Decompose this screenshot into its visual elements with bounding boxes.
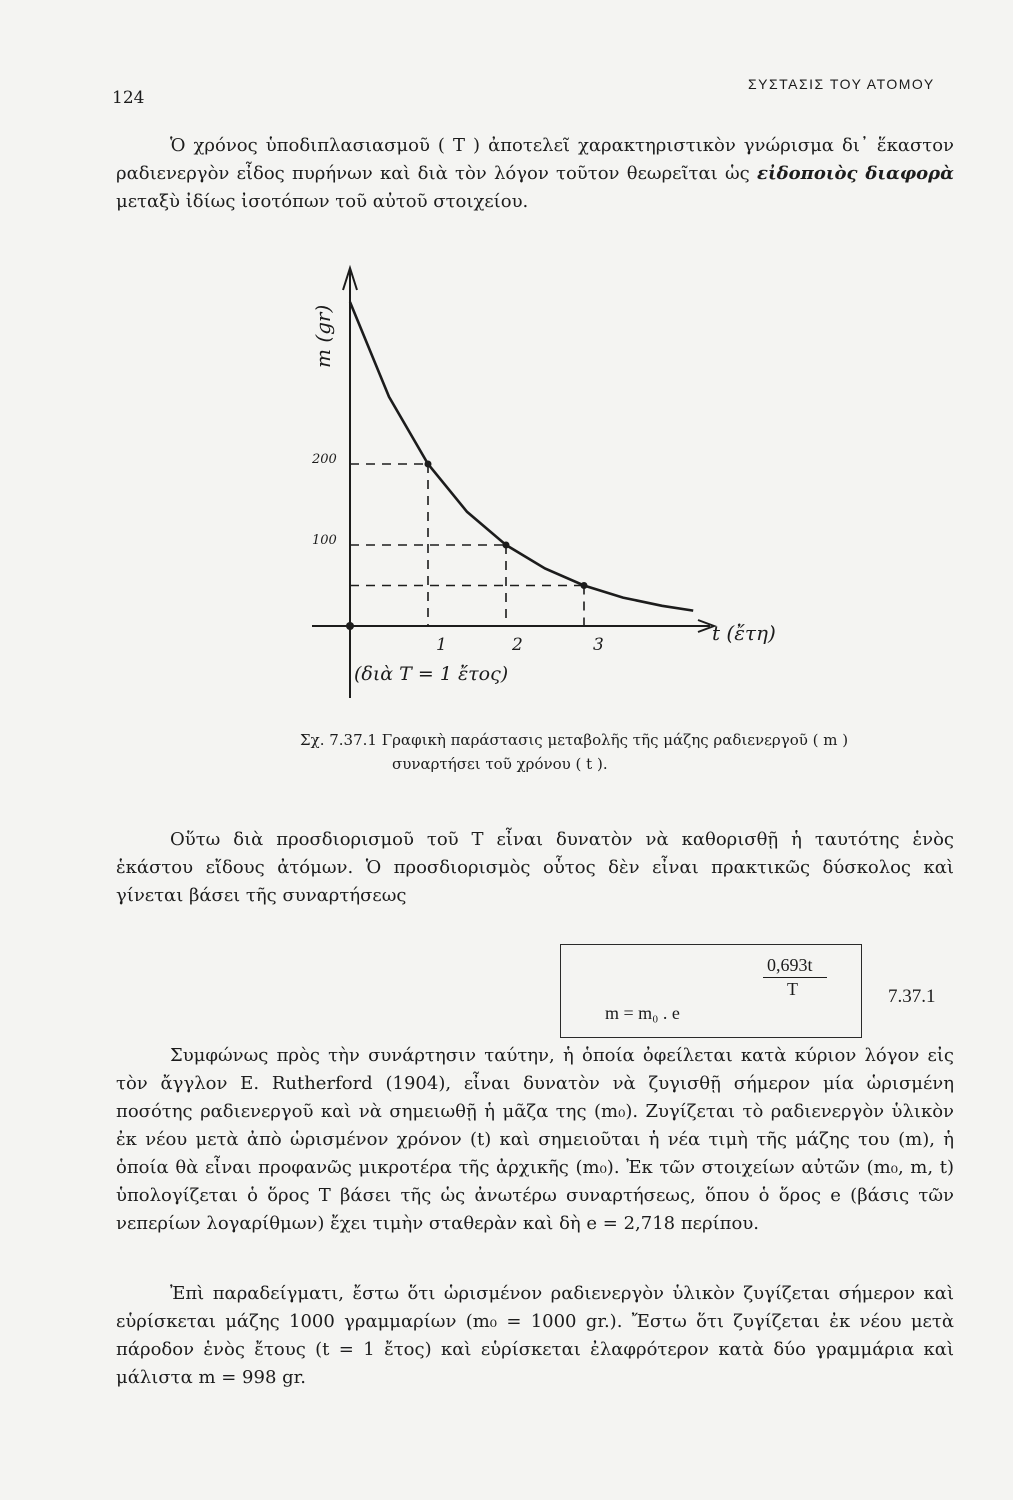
paragraph-3	[116, 1042, 954, 1238]
x-tick-1: 1	[436, 635, 447, 655]
paragraph-4	[116, 1280, 954, 1392]
formula-exponent-numerator: 0,693t	[767, 955, 813, 975]
formula-number: 7.37.1	[888, 986, 936, 1007]
formula-fraction-bar	[763, 977, 827, 978]
decay-graph	[290, 258, 810, 698]
half-life-note: (διὰ T = 1 ἔτος)	[354, 663, 509, 685]
paragraph-2-text: Οὕτω διὰ προσδιορισμοῦ τοῦ Τ εἶναι δυνατὸν νὰ καθορισθῇ ἡ ταυτότης ἑνὸς ἑκάστου εἴδους ἀτόμων. Ὁ προσδιορισμὸς οὗτος δὲν εἶναι πρακτικῶς δύσκολος καὶ γίνεται βάσει τῆς συναρτήσεως	[116, 829, 954, 906]
x-tick-3: 3	[593, 635, 604, 655]
data-point-1	[425, 461, 432, 468]
formula-box	[560, 944, 862, 1038]
paragraph-2	[116, 826, 954, 910]
data-point-3	[581, 582, 588, 589]
caption-line-1: Σχ. 7.37.1 Γραφικὴ παράστασις μεταβολῆς τῆς μάζης ραδιενεργοῦ ( m )	[300, 731, 849, 749]
caption-line-2: συναρτήσει τοῦ χρόνου ( t ).	[392, 755, 608, 773]
running-head: ΣΥΣΤΑΣΙΣ ΤΟΥ ΑΤΟΜΟΥ	[748, 76, 935, 92]
origin-point	[346, 622, 354, 630]
intro-text-before: Ὁ χρόνος ὑποδιπλασιασμοῦ ( Τ ) ἀποτελεῖ χαρακτηριστικὸν γνώρισμα δι᾿ ἕκαστον ραδιενεργὸν εἶδος πυρήνων καὶ διὰ τὸν λόγον τοῦτον θεωρεῖται ὡς	[116, 135, 954, 184]
data-point-2	[503, 542, 510, 549]
formula-exponent-denominator: T	[787, 979, 798, 999]
intro-emphasis: εἰδοποιὸς διαφορὰ	[757, 163, 955, 184]
intro-text-after: μεταξὺ ἰδίως ἰσοτόπων τοῦ αὐτοῦ στοιχείου.	[116, 191, 529, 212]
page-number: 124	[112, 88, 145, 108]
paragraph-3-text: Συμφώνως πρὸς τὴν συνάρτησιν ταύτην, ἡ ὁποία ὀφείλεται κατὰ κύριον λόγον εἰς τὸν ἄγγλον E. Rutherford (1904), εἶναι δυνατὸν νὰ ζυγισθῇ σήμερον μία ὡρισμένη ποσότης ραδιενεργοῦ καὶ νὰ σημειωθῇ ἡ μᾶζα της (m₀). Ζυγίζεται τὸ ραδιενεργὸν ὑλικὸν ἐκ νέου μετὰ ἀπὸ ὡρισμένον χρόνον (t) καὶ σημειοῦται ἡ νέα τιμὴ τῆς μάζης του (m), ἡ ὁποία θὰ εἶναι προφανῶς μικροτέρα τῆς ἀρχικῆς (m₀). Ἐκ τῶν στοιχείων αὐτῶν (m₀, m, t) ὑπολογίζεται ὁ ὅρος Τ βάσει τῆς ὡς ἀνωτέρω συναρτήσεως, ὅπου ὁ ὅρος e (βάσις τῶν νεπερίων λογαρίθμων) ἔχει τιμὴν σταθερὰν καὶ δὴ e = 2,718 περίπου.	[116, 1045, 954, 1234]
x-axis-label: t (ἔτη)	[712, 621, 776, 645]
decay-curve	[350, 302, 693, 611]
y-tick-200: 200	[312, 452, 337, 467]
intro-paragraph	[116, 132, 954, 216]
y-axis-label: m (gr)	[311, 304, 335, 368]
x-tick-2: 2	[512, 635, 523, 655]
figure-caption	[300, 728, 900, 776]
y-tick-100: 100	[312, 533, 337, 548]
formula-main: m = m₀ . e	[605, 1003, 680, 1023]
paragraph-4-text: Ἐπὶ παραδείγματι, ἔστω ὅτι ὡρισμένον ραδιενεργὸν ὑλικὸν ζυγίζεται σήμερον καὶ εὑρίσκεται μάζης 1000 γραμμαρίων (m₀ = 1000 gr.). Ἔστω ὅτι ζυγίζεται ἐκ νέου μετὰ πάροδον ἑνὸς ἔτους (t = 1 ἔτος) καὶ εὑρίσκεται ἐλαφρότερον κατὰ δύο γραμμάρια καὶ μάλιστα m = 998 gr.	[116, 1283, 954, 1388]
